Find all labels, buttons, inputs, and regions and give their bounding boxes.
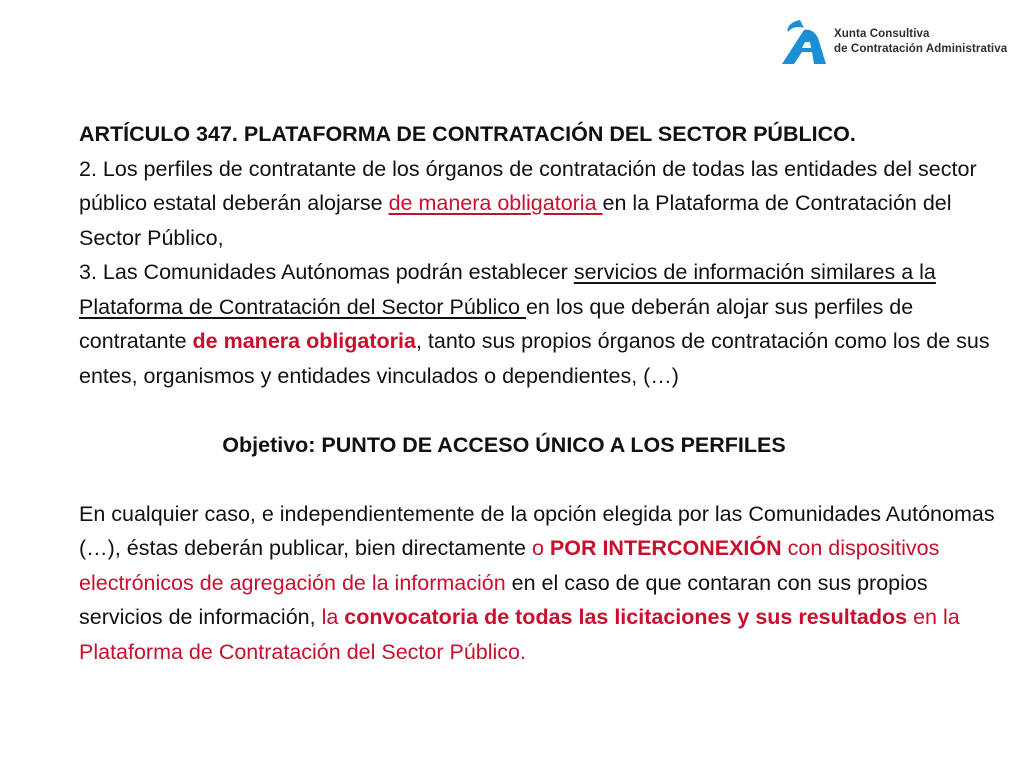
closing-c: POR INTERCONEXIÓN [549,536,782,560]
logo-text [834,27,1007,57]
closing-d: con dispositivos electrónicos de agregación de la información [79,536,940,595]
paragraph-2 [79,152,1009,256]
closing-b: o [531,536,550,560]
closing-e: en el caso de que contaran con sus propios servicios de información, [79,570,928,629]
p2-text-c: en la Plataforma de Contratación del Sector Público, [79,191,952,250]
p3-text-e: , tanto sus propios órganos de contratación como los de sus entes, organismos y entidades vinculados o dependientes, (…) [79,329,990,388]
logo-line-2: de Contratación Administrativa [834,43,1008,55]
xunta-logo-icon [778,18,828,66]
p3-emphasis: de manera obligatoria [192,329,416,353]
xunta-logo [778,18,1007,66]
spacer [79,462,1009,497]
closing-g: convocatoria de todas las licitaciones y sus resultados [344,605,908,629]
p2-emphasis: de manera obligatoria [388,191,603,215]
closing-a: En cualquier caso, e independientemente de la opción elegida por las Comunidades Autónomas (…), éstas deberán publicar, bien directamente [79,501,995,560]
slide-content [79,117,1009,669]
p3-text-c: en los que deberán alojar sus perfiles de contratante [79,294,914,353]
closing-h: en la Plataforma de Contratación del Sector Público. [79,605,960,664]
article-heading: ARTÍCULO 347. PLATAFORMA DE CONTRATACIÓN DEL SECTOR PÚBLICO. [79,122,856,146]
p3-text-a: 3. Las Comunidades Autónomas podrán establecer [79,260,574,284]
objective-title: Objetivo: PUNTO DE ACCESO ÚNICO A LOS PERFILES [222,432,786,457]
paragraph-3 [79,255,1009,393]
logo-line-1: Xunta Consultiva [834,28,930,40]
p2-text-a: 2. Los perfiles de contratante de los órganos de contratación de todas las entidades del sector público estatal deberán alojarse [79,156,977,215]
closing-f: la [321,605,345,629]
closing-paragraph [79,497,1009,670]
spacer [79,393,1009,428]
p3-underlined: servicios de información similares a la Plataforma de Contratación del Sector Público [79,260,936,319]
